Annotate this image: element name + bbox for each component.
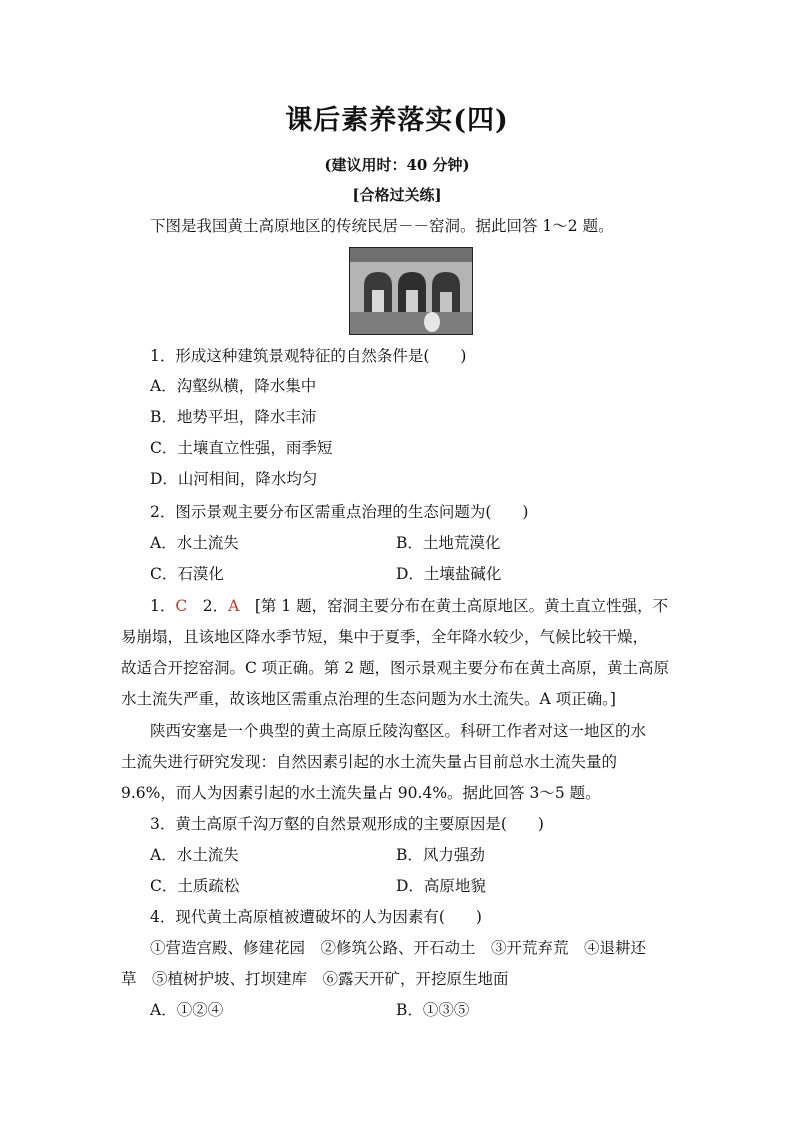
q3-option-d: D．高原地貌	[396, 877, 486, 895]
q1-option-b: B．地势平坦，降水丰沛	[150, 408, 317, 426]
answer-key-1: C	[175, 597, 188, 615]
q1-option-a: A．沟壑纵横，降水集中	[150, 377, 317, 395]
q3-option-c: C．土质疏松	[150, 877, 240, 895]
q3-stem: 3．黄土高原千沟万壑的自然景观形成的主要原因是( )	[150, 815, 544, 833]
suggested-time: (建议用时：40 分钟)	[324, 156, 470, 174]
intro-text-1: 下图是我国黄土高原地区的传统民居－－窑洞。据此回答 1～2 题。	[150, 217, 614, 235]
cave-dwelling-photo	[349, 247, 473, 335]
q2-stem: 2．图示景观主要分布区需重点治理的生态问题为( )	[150, 503, 529, 521]
q2-option-a: A．水土流失	[150, 534, 239, 552]
q4-option-b: B．①③⑤	[396, 1001, 470, 1019]
answer-key-2: A	[228, 597, 240, 615]
q2-option-b: B．土地荒漠化	[396, 534, 501, 552]
q4-choices-line-2: 草 ⑤植树护坡、打坝建库 ⑥露天开矿，开挖原生地面	[121, 970, 509, 988]
answer-number-2: 2．	[187, 597, 229, 615]
answer-line-1	[150, 596, 668, 616]
q2-option-d: D．土壤盐碱化	[396, 565, 502, 583]
page-title: 课后素养落实(四)	[285, 105, 509, 136]
answer-line-4: 水土流失严重，故该地区需重点治理的生态问题为水土流失。A 项正确。]	[121, 690, 616, 708]
answer-explanation-1: [第 1 题，窑洞主要分布在黄土高原地区。黄土直立性强，不	[239, 597, 669, 615]
section-heading: [合格过关练]	[352, 186, 442, 204]
q4-choices-line-1: ①营造宫殿、修建花园 ②修筑公路、开石动土 ③开荒弃荒 ④退耕还	[150, 939, 647, 957]
intro-text-2-line-1: 陕西安塞是一个典型的黄土高原丘陵沟壑区。科研工作者对这一地区的水	[150, 722, 647, 740]
answer-number-1: 1．	[150, 597, 176, 615]
q3-option-a: A．水土流失	[150, 846, 239, 864]
q4-stem: 4．现代黄土高原植被遭破坏的人为因素有( )	[150, 908, 482, 926]
q1-stem: 1．形成这种建筑景观特征的自然条件是( )	[150, 347, 467, 365]
intro-text-2-line-3: 9.6%，而人为因素引起的水土流失量占 90.4%。据此回答 3～5 题。	[121, 784, 601, 802]
answer-line-2: 易崩塌，且该地区降水季节短，集中于夏季，全年降水较少，气候比较干燥，	[121, 628, 649, 646]
q2-option-c: C．石漠化	[150, 565, 224, 583]
q1-option-c: C．土壤直立性强，雨季短	[150, 439, 333, 457]
q4-option-a: A．①②④	[150, 1001, 224, 1019]
q1-option-d: D．山河相间，降水均匀	[150, 470, 318, 488]
intro-text-2-line-2: 土流失进行研究发现：自然因素引起的水土流失量占目前总水土流失量的	[121, 753, 618, 771]
answer-line-3: 故适合开挖窑洞。C 项正确。第 2 题，图示景观主要分布在黄土高原，黄土高原	[121, 659, 670, 677]
q3-option-b: B．风力强劲	[396, 846, 485, 864]
